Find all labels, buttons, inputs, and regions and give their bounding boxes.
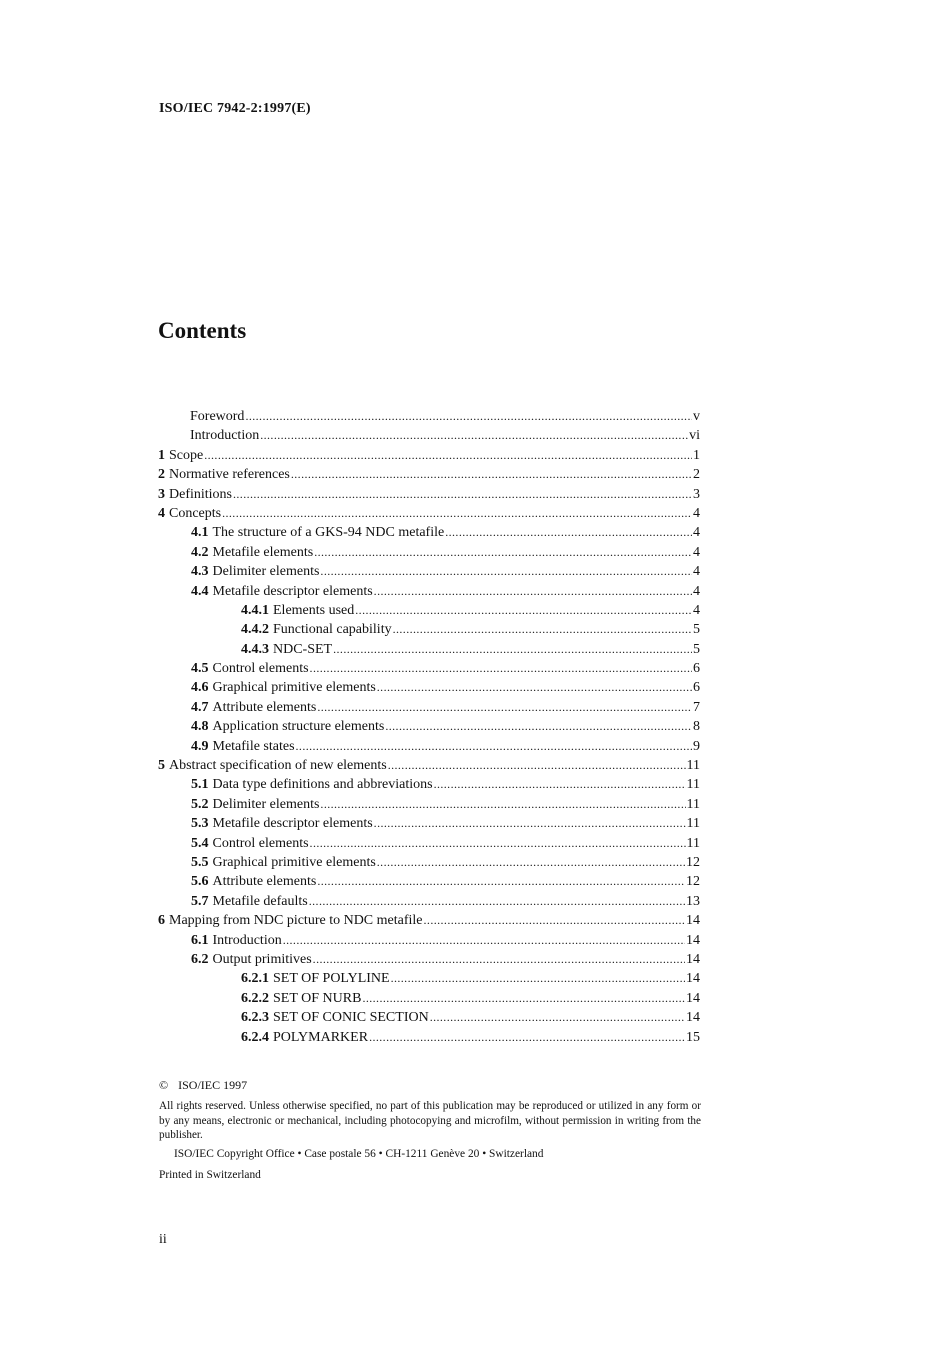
toc-dot-leader [309, 892, 685, 911]
toc-dot-leader [260, 426, 688, 445]
toc-dot-leader [313, 950, 685, 969]
toc-dot-leader [283, 931, 685, 950]
toc-entry-number: 6.2.1 [241, 971, 269, 987]
toc-entry[interactable] [158, 1008, 700, 1027]
toc-entry-page: 14 [686, 951, 700, 967]
toc-entry-number: 1 [158, 447, 165, 463]
toc-entry-page: 4 [693, 564, 700, 580]
toc-entry[interactable] [158, 543, 700, 562]
toc-entry-number: 3 [158, 486, 165, 502]
toc-entry-title: The structure of a GKS-94 NDC metafile [212, 525, 445, 541]
toc-dot-leader [362, 989, 685, 1008]
toc-entry[interactable] [158, 872, 700, 891]
toc-entry-number: 4.1 [191, 525, 209, 541]
toc-dot-leader [320, 562, 692, 581]
toc-entry[interactable] [158, 853, 700, 872]
toc-entry[interactable] [158, 601, 700, 620]
toc-entry-page: v [693, 409, 700, 424]
toc-entry-page: 13 [686, 893, 700, 909]
toc-dot-leader [317, 698, 692, 717]
page-number: ii [159, 1232, 167, 1247]
toc-entry-title: Introduction [212, 932, 282, 948]
toc-entry-title: Graphical primitive elements [212, 854, 376, 870]
toc-dot-leader [355, 601, 692, 620]
toc-entry-page: 9 [693, 738, 700, 754]
toc-entry-title: NDC-SET [273, 641, 333, 657]
toc-entry-page: 11 [686, 758, 700, 774]
toc-entry-title: SET OF NURB [273, 990, 362, 1006]
toc-entry-title: Introduction [190, 428, 260, 444]
toc-entry-page: 5 [693, 641, 700, 657]
toc-entry-title: Metafile states [212, 738, 295, 754]
toc-dot-leader [391, 969, 685, 988]
toc-entry-number: 6.1 [191, 932, 209, 948]
toc-entry[interactable] [158, 562, 700, 581]
toc-entry-number: 4.2 [191, 544, 209, 560]
toc-entry-page: 2 [693, 467, 700, 483]
toc-entry[interactable] [158, 678, 700, 697]
toc-entry[interactable] [158, 931, 700, 950]
toc-entry-page: 11 [686, 777, 700, 793]
toc-entry[interactable] [158, 717, 700, 736]
toc-entry-number: 5.6 [191, 874, 209, 890]
toc-dot-leader [374, 814, 686, 833]
toc-entry-page: 14 [686, 913, 700, 929]
toc-dot-leader [430, 1008, 685, 1027]
toc-entry-number: 4.7 [191, 699, 209, 715]
toc-entry-title: Normative references [169, 467, 290, 483]
toc-entry-number: 4.4.1 [241, 602, 269, 618]
toc-dot-leader [445, 523, 692, 542]
toc-dot-leader [333, 640, 692, 659]
toc-entry[interactable] [158, 659, 700, 678]
toc-entry-number: 6 [158, 913, 165, 929]
toc-dot-leader [424, 911, 685, 930]
toc-entry-title: Metafile descriptor elements [212, 583, 373, 599]
toc-entry-title: Attribute elements [212, 874, 317, 890]
toc-dot-leader [310, 834, 686, 853]
toc-entry-title: Graphical primitive elements [212, 680, 376, 696]
toc-entry-number: 2 [158, 467, 165, 483]
toc-dot-leader [245, 407, 692, 426]
page-title: Contents [158, 318, 247, 343]
toc-entry-page: 4 [693, 602, 700, 618]
toc-entry[interactable] [158, 698, 700, 717]
toc-entry[interactable] [158, 775, 700, 794]
copyright-line [159, 1078, 247, 1093]
toc-entry-page: 1 [693, 447, 700, 463]
toc-entry-page: 4 [693, 544, 700, 560]
toc-entry-title: Concepts [169, 505, 222, 521]
toc-entry-page: vi [689, 428, 700, 444]
toc-entry-number: 5.4 [191, 835, 209, 851]
toc-entry-title: Control elements [212, 835, 309, 851]
rights-notice: All rights reserved. Unless otherwise specified, no part of this publication may be reproduced or utilized in any form or by any means, electronic or mechanical, including photocopying and microfilm, without permission in writing from the publisher. [159, 1100, 701, 1141]
toc-entry[interactable] [158, 1028, 700, 1047]
toc-entry[interactable] [158, 446, 700, 465]
document-id-header: ISO/IEC 7942-2:1997(E) [159, 101, 311, 116]
toc-entry[interactable] [158, 814, 700, 833]
toc-entry-title: Delimiter elements [212, 796, 320, 812]
toc-entry-title: SET OF CONIC SECTION [273, 1010, 429, 1026]
toc-entry[interactable] [158, 911, 700, 930]
toc-entry-page: 6 [693, 661, 700, 677]
toc-entry[interactable] [158, 426, 700, 445]
toc-entry-number: 4 [158, 505, 165, 521]
toc-entry-number: 5.3 [191, 816, 209, 832]
toc-entry-page: 14 [686, 1010, 700, 1026]
copyright-text: ISO/IEC 1997 [178, 1078, 248, 1092]
copyright-icon: © [159, 1078, 169, 1092]
toc-entry-number: 5 [158, 758, 165, 774]
toc-dot-leader [374, 582, 692, 601]
toc-dot-leader [377, 678, 692, 697]
toc-dot-leader [314, 543, 692, 562]
toc-entry-page: 11 [686, 835, 700, 851]
toc-entry-page: 4 [693, 525, 700, 541]
toc-entry-page: 14 [686, 971, 700, 987]
printed-in-notice: Printed in Switzerland [159, 1169, 261, 1181]
toc-entry-title: Mapping from NDC picture to NDC metafile [169, 913, 423, 929]
toc-entry[interactable] [158, 620, 700, 639]
toc-entry[interactable] [158, 989, 700, 1008]
toc-entry-page: 4 [693, 583, 700, 599]
toc-entry-page: 11 [686, 796, 700, 812]
toc-entry-title: Control elements [212, 661, 309, 677]
toc-entry[interactable] [158, 969, 700, 988]
toc-entry[interactable] [158, 756, 700, 775]
toc-dot-leader [222, 504, 692, 523]
toc-entry-title: Delimiter elements [212, 564, 320, 580]
toc-entry-page: 7 [693, 699, 700, 715]
toc-entry-title: Metafile elements [212, 544, 314, 560]
toc-dot-leader [320, 795, 685, 814]
toc-entry-page: 14 [686, 990, 700, 1006]
toc-dot-leader [317, 872, 685, 891]
toc-entry-number: 6.2.3 [241, 1010, 269, 1026]
toc-entry-page: 5 [693, 622, 700, 638]
toc-entry[interactable] [158, 582, 700, 601]
toc-entry-number: 4.4 [191, 583, 209, 599]
toc-entry[interactable] [158, 795, 700, 814]
toc-entry-title: Definitions [169, 486, 232, 502]
toc-entry-page: 11 [686, 816, 700, 832]
toc-entry-number: 4.3 [191, 564, 209, 580]
toc-entry-number: 4.8 [191, 719, 209, 735]
toc-entry-title: Abstract specification of new elements [169, 758, 387, 774]
toc-entry-number: 4.4.2 [241, 622, 269, 638]
toc-entry-number: 5.2 [191, 796, 209, 812]
toc-entry[interactable] [158, 485, 700, 504]
copyright-office-address: ISO/IEC Copyright Office • Case postale 56 • CH-1211 Genève 20 • Switzerland [174, 1148, 544, 1160]
toc-entry[interactable] [158, 465, 700, 484]
toc-entry-page: 15 [686, 1029, 700, 1045]
toc-entry[interactable] [158, 504, 700, 523]
toc-dot-leader [204, 446, 692, 465]
toc-entry-title: Metafile descriptor elements [212, 816, 373, 832]
toc-dot-leader [369, 1028, 685, 1047]
toc-entry[interactable] [158, 892, 700, 911]
toc-entry-title: Foreword [190, 409, 245, 424]
toc-entry-title: Application structure elements [212, 719, 385, 735]
toc-entry-title: Elements used [273, 602, 355, 618]
toc-dot-leader [296, 737, 692, 756]
toc-entry-number: 6.2 [191, 951, 209, 967]
toc-dot-leader [385, 717, 692, 736]
toc-dot-leader [233, 485, 692, 504]
toc-entry-page: 14 [686, 932, 700, 948]
toc-entry-number: 5.7 [191, 893, 209, 909]
toc-entry-title: Functional capability [273, 622, 392, 638]
table-of-contents [158, 407, 700, 1047]
toc-entry-page: 12 [686, 874, 700, 890]
toc-entry-page: 4 [693, 505, 700, 521]
toc-entry-page: 6 [693, 680, 700, 696]
toc-entry-number: 6.2.4 [241, 1029, 269, 1045]
toc-entry[interactable] [158, 640, 700, 659]
toc-entry[interactable] [158, 834, 700, 853]
toc-dot-leader [377, 853, 685, 872]
toc-entry-number: 6.2.2 [241, 990, 269, 1006]
toc-entry-title: POLYMARKER [273, 1029, 369, 1045]
toc-dot-leader [291, 465, 692, 484]
toc-dot-leader [393, 620, 692, 639]
toc-entry-title: Attribute elements [212, 699, 317, 715]
toc-entry[interactable] [158, 950, 700, 969]
toc-entry-number: 4.6 [191, 680, 209, 696]
toc-entry-title: Metafile defaults [212, 893, 308, 909]
toc-entry-page: 3 [693, 486, 700, 502]
toc-entry-number: 4.4.3 [241, 641, 269, 657]
toc-entry[interactable] [158, 407, 700, 426]
toc-entry-number: 4.9 [191, 738, 209, 754]
toc-entry-page: 8 [693, 719, 700, 735]
toc-entry-number: 5.1 [191, 777, 209, 793]
toc-dot-leader [310, 659, 692, 678]
toc-entry-title: SET OF POLYLINE [273, 971, 390, 987]
toc-entry-title: Data type definitions and abbreviations [212, 777, 433, 793]
toc-entry[interactable] [158, 737, 700, 756]
toc-entry-number: 4.5 [191, 661, 209, 677]
toc-entry-title: Scope [169, 447, 204, 463]
toc-entry-title: Output primitives [212, 951, 312, 967]
toc-entry-page: 12 [686, 854, 700, 870]
toc-entry[interactable] [158, 523, 700, 542]
toc-dot-leader [388, 756, 686, 775]
toc-dot-leader [434, 775, 686, 794]
toc-entry-number: 5.5 [191, 854, 209, 870]
